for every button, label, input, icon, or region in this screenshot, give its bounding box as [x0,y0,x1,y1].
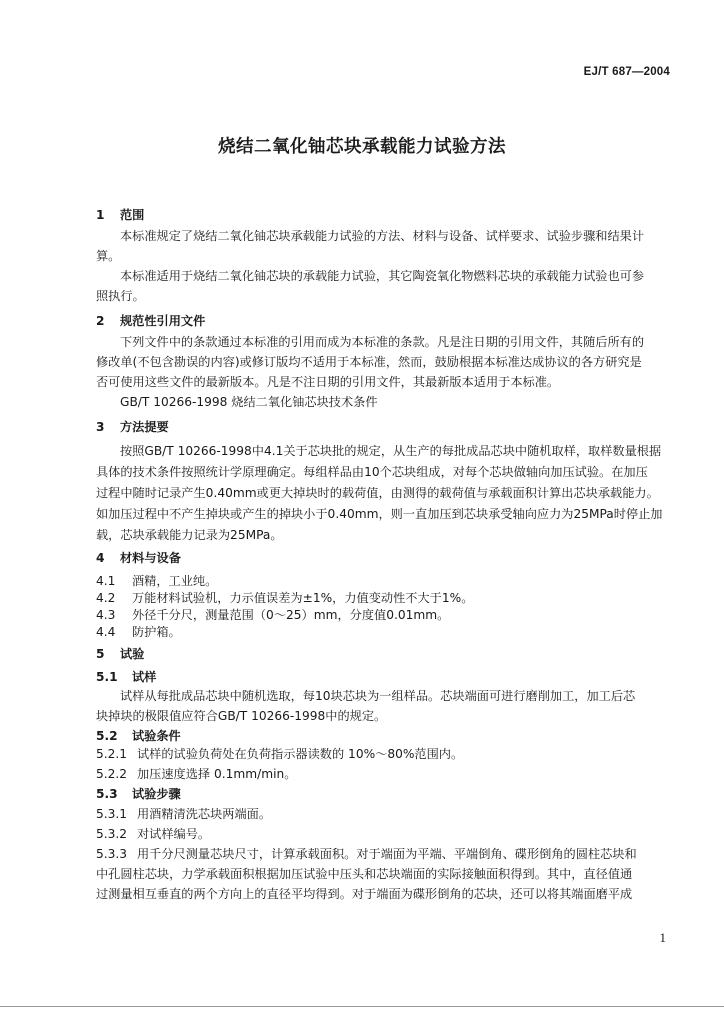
paragraph-line: 具体的技术条件按照统计学原理确定。每组样品由10个芯块组成，对每个芯块做轴向加压试验。在加压 [96,465,648,479]
paragraph-line: 过测量相互垂直的两个方向上的直径平均得到。对于端面为碟形倒角的芯块，还可以将其端面磨平成 [96,887,633,901]
item-text: 防护箱。 [132,625,181,639]
section-number: 5.1 [96,670,118,684]
list-item [96,624,181,640]
section-number: 1 [96,208,105,222]
subsection-5-2-heading [96,728,181,744]
item-number: 5.3.2 [96,827,128,841]
paragraph-line: 修改单(不包含勘误的内容)或修订版均不适用于本标准，然而，鼓励根据本标准达成协议的各方研究是 [96,355,642,369]
paragraph-line: 试样从每批成品芯块中随机选取，每10块芯块为一组样品。芯块端面可进行磨削加工，加工后芯 [120,689,636,703]
item-text: 试样的试验负荷处在负荷指示器读数的 10%～80%范围内。 [137,747,464,761]
list-item [96,806,271,822]
subsection-5-3-heading [96,786,181,802]
subsection-5-1-heading [96,669,156,685]
item-number: 5.2.1 [96,747,128,761]
item-number: 4.3 [96,608,116,622]
paragraph-line: 中孔圆柱芯块，力学承载面积根据加压试验中压头和芯块端面的实际接触面积得到。其中，直径值通 [96,867,633,881]
item-number: 4.1 [96,574,116,588]
section-2-heading [96,313,205,329]
item-number: 5.3.3 [96,847,128,861]
list-item [96,766,296,782]
paragraph-line: 按照GB/T 10266-1998中4.1关于芯块批的规定，从生产的每批成品芯块中随机取样，取样数量根据 [120,444,662,458]
normative-reference: GB/T 10266-1998 烧结二氧化铀芯块技术条件 [120,395,378,409]
page-number: 1 [659,930,666,945]
section-title: 试验 [120,647,145,661]
section-number: 5.3 [96,787,118,801]
list-item [96,607,449,623]
section-title: 范围 [120,208,145,222]
section-title: 试验条件 [132,729,181,743]
section-number: 4 [96,551,105,565]
item-number: 4.4 [96,625,116,639]
item-text: 酒精，工业纯。 [132,574,218,588]
item-text: 万能材料试验机，力示值误差为±1%，力值变动性不大于1%。 [132,591,474,605]
section-title: 材料与设备 [120,551,181,565]
paragraph-line: 否可使用这些文件的最新版本。凡是不注日期的引用文件，其最新版本适用于本标准。 [96,375,560,389]
item-text: 加压速度选择 0.1mm/min。 [137,767,297,781]
paragraph-line: 过程中随时记录产生0.40mm或更大掉块时的载荷值，由测得的载荷值与承载面积计算出芯块承载能力。 [96,486,659,500]
item-number: 4.2 [96,591,116,605]
paragraph-line: 照执行。 [96,289,145,303]
item-number: 5.3.1 [96,807,128,821]
paragraph-line: 块掉块的极限值应符合GB/T 10266-1998中的规定。 [96,709,387,723]
section-number: 5 [96,647,105,661]
standard-number: EJ/T 687—2004 [583,66,670,78]
list-item [96,573,217,589]
item-text: 用千分尺测量芯块尺寸，计算承载面积。对于端面为平端、平端倒角、碟形倒角的圆柱芯块和 [137,847,637,861]
list-item [96,846,637,862]
scan-edge-line [0,1006,724,1007]
item-text: 外径千分尺，测量范围（0～25）mm，分度值0.01mm。 [132,608,450,622]
section-1-heading [96,207,144,223]
list-item [96,746,463,762]
paragraph-line: 本标准适用于烧结二氧化铀芯块的承载能力试验，其它陶瓷氧化物燃料芯块的承载能力试验也可参 [120,269,645,283]
section-title: 试样 [132,670,157,684]
paragraph-line: 载，芯块承载能力记录为25MPa。 [96,528,283,542]
list-item [96,590,473,606]
item-text: 用酒精清洗芯块两端面。 [137,807,272,821]
paragraph-line: 本标准规定了烧结二氧化铀芯块承载能力试验的方法、材料与设备、试样要求、试验步骤和结果计 [120,229,645,243]
paragraph-line: 算。 [96,249,121,263]
item-text: 对试样编号。 [137,827,211,841]
section-5-heading [96,646,144,662]
item-number: 5.2.2 [96,767,128,781]
section-3-heading [96,419,169,435]
paragraph-line: 下列文件中的条款通过本标准的引用而成为本标准的条款。凡是注日期的引用文件，其随后所有的 [120,335,645,349]
section-title: 规范性引用文件 [120,314,206,328]
section-number: 3 [96,420,105,434]
document-title: 烧结二氧化铀芯块承载能力试验方法 [218,137,506,157]
section-4-heading [96,550,181,566]
section-title: 试验步骤 [132,787,181,801]
section-number: 5.2 [96,729,118,743]
section-number: 2 [96,314,105,328]
paragraph-line: 如加压过程中不产生掉块或产生的掉块小于0.40mm，则一直加压到芯块承受轴向应力为25MPa时停止加 [96,507,663,521]
section-title: 方法提要 [120,420,169,434]
list-item [96,826,210,842]
